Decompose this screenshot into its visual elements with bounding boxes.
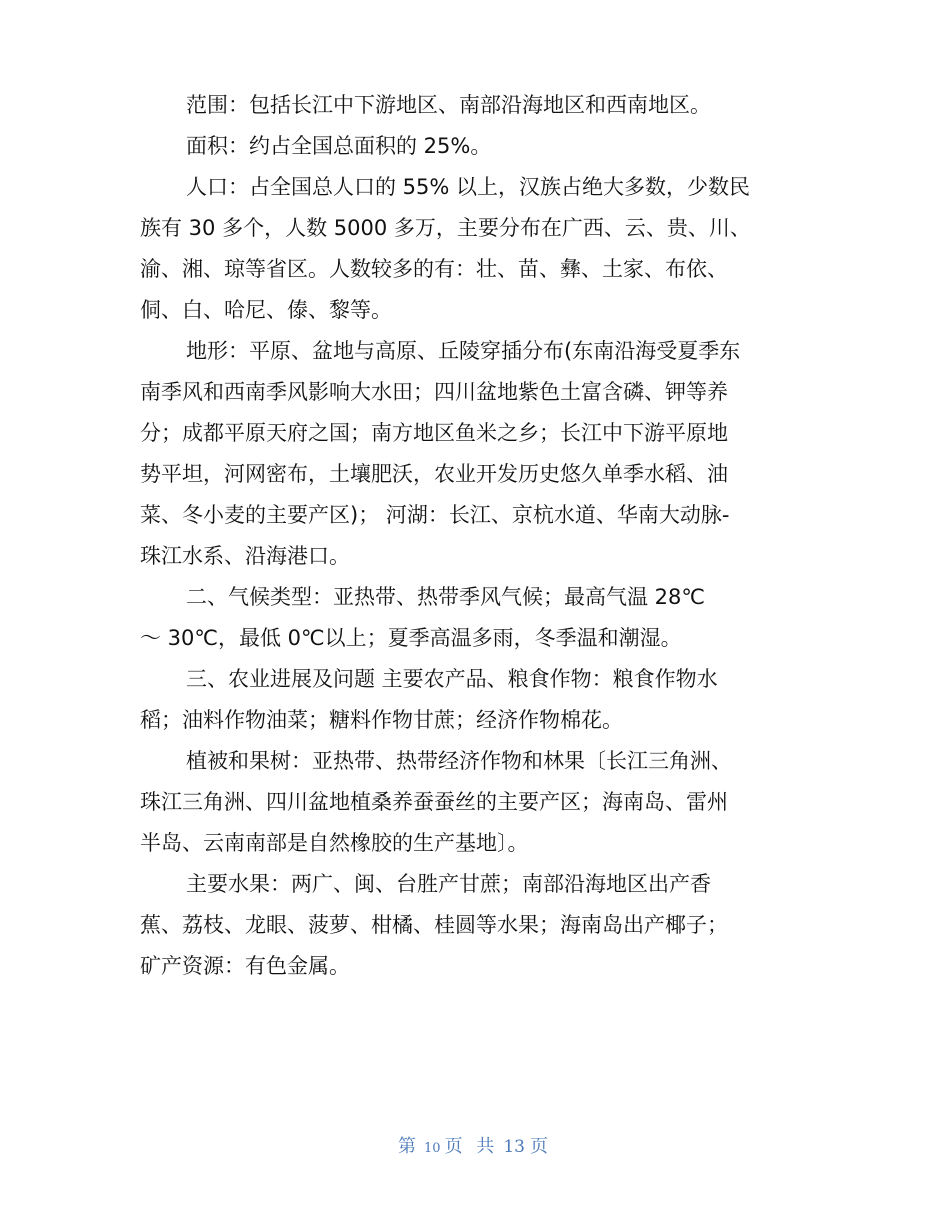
text-line: 菜、冬小麦的主要产区)； 河湖：长江、京杭水道、华南大动脉-: [140, 503, 730, 527]
paragraph-vegetation: [140, 741, 810, 864]
paragraph-agriculture: [140, 659, 810, 741]
text-line: 珠江水系、沿海港口。: [140, 544, 350, 568]
text-line: 地形：平原、盆地与高原、丘陵穿插分布(东南沿海受夏季东: [186, 339, 741, 363]
text-line: 植被和果树：亚热带、热带经济作物和林果〔长江三角洲、: [186, 749, 732, 773]
text-line: 蕉、荔枝、龙眼、菠萝、柑橘、桂圆等水果；海南岛出产椰子；: [140, 913, 728, 937]
document-body: [140, 85, 810, 987]
text-line: 势平坦，河网密布，土壤肥沃，农业开发历史悠久单季水稻、油: [140, 462, 728, 486]
text-line: 三、农业进展及问题 主要农产品、粮食作物：粮食作物水: [186, 667, 718, 691]
paragraph-terrain: [140, 331, 810, 577]
paragraph-climate: [140, 577, 810, 659]
text-line: 主要水果：两广、闽、台胜产甘蔗；南部沿海地区出产香: [186, 872, 711, 896]
text-line: 矿产资源：有色金属。: [140, 954, 350, 978]
footer-middle: 页 共: [444, 1136, 499, 1157]
text-line: 渝、湘、琼等省区。人数较多的有：壮、苗、彝、土家、布依、: [140, 257, 728, 281]
text-line: 范围：包括长江中下游地区、南部沿海地区和西南地区。: [186, 93, 711, 117]
text-line: 人口：占全国总人口的 55% 以上，汉族占绝大多数，少数民: [186, 175, 751, 199]
text-line: ～ 30℃，最低 0℃以上；夏季高温多雨，冬季温和潮湿。: [140, 626, 682, 650]
footer-prefix: 第: [398, 1136, 421, 1157]
text-line: 分；成都平原天府之国；南方地区鱼米之乡；长江中下游平原地: [140, 421, 728, 445]
text-line: 族有 30 多个，人数 5000 多万，主要分布在广西、云、贵、川、: [140, 216, 751, 240]
paragraph-scope: [140, 85, 810, 126]
text-line: 南季风和西南季风影响大水田；四川盆地紫色土富含磷、钾等养: [140, 380, 728, 404]
total-page-count: 13: [503, 1137, 525, 1157]
text-line: 侗、白、哈尼、傣、黎等。: [140, 298, 392, 322]
text-line: 二、气候类型：亚热带、热带季风气候；最高气温 28℃: [186, 585, 705, 609]
text-line: 珠江三角洲、四川盆地植桑养蚕蚕丝的主要产区；海南岛、雷州: [140, 790, 728, 814]
current-page-number: 10: [424, 1141, 441, 1156]
text-line: 面积：约占全国总面积的 25%。: [186, 134, 492, 158]
paragraph-area: [140, 126, 810, 167]
footer-suffix: 页: [529, 1136, 552, 1157]
paragraph-fruits: [140, 864, 810, 987]
text-line: 稻；油料作物油菜；糖料作物甘蔗；经济作物棉花。: [140, 708, 623, 732]
page-footer: [0, 1132, 950, 1158]
paragraph-population: [140, 167, 810, 331]
text-line: 半岛、云南南部是自然橡胶的生产基地〕。: [140, 831, 529, 855]
